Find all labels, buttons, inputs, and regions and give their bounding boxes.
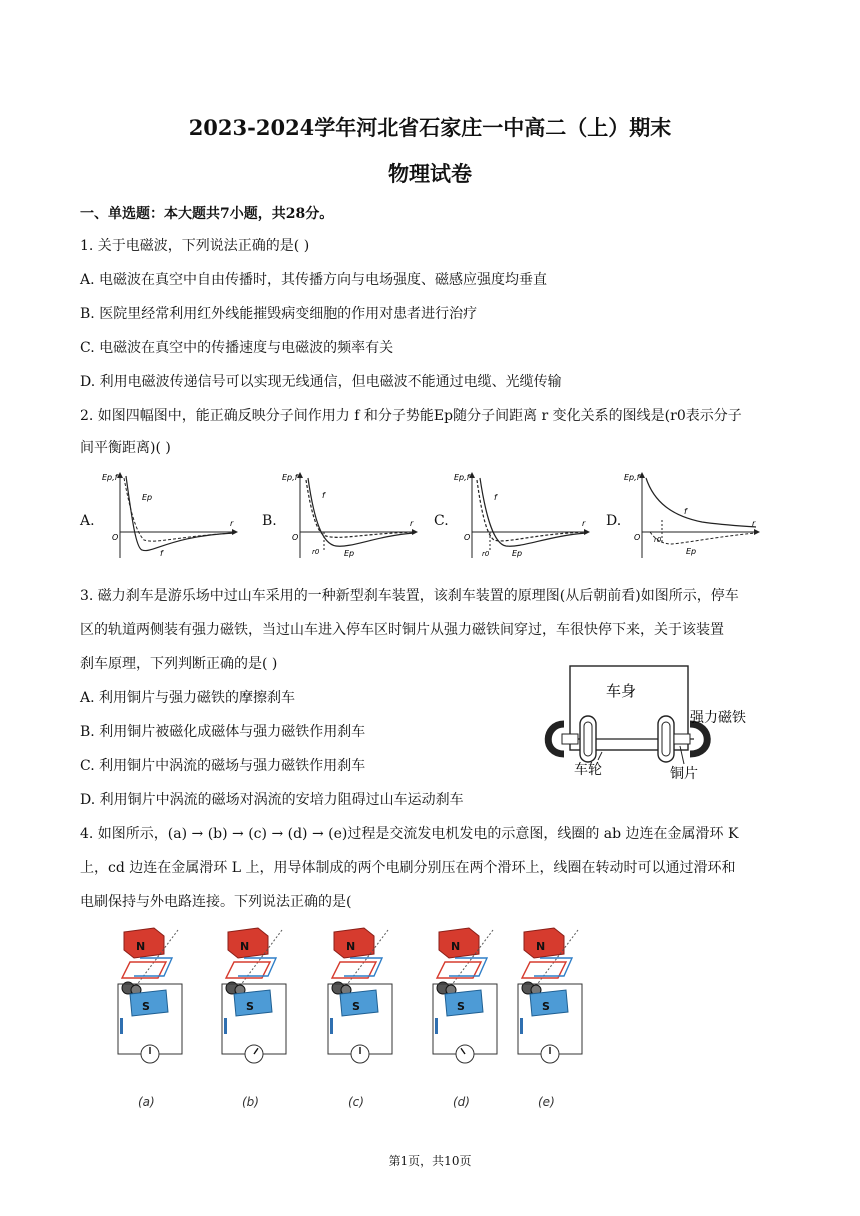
graph-b-ep: Ep (344, 549, 355, 558)
q4-stem-2: 上，cd 边连在金属滑环 L 上，用导体制成的两个电刷分别压在两个滑环上，线圈在转动时可以通过滑环和 (80, 860, 736, 876)
generator-panel-2 (214, 924, 294, 1110)
graph-c-ep: Ep (512, 549, 523, 558)
graph-b-axis-x: r (410, 519, 414, 528)
graph-a-f: f (160, 549, 163, 558)
q2-option-c-label: C. (434, 513, 449, 529)
pole-s-label: S (352, 1000, 360, 1013)
graph-d-f: f (684, 507, 687, 516)
pole-s-label: S (457, 1000, 465, 1013)
page-footer: 第1页，共10页 (388, 1154, 472, 1168)
q2-graph-d (622, 470, 762, 562)
panel-caption: (d) (453, 1095, 470, 1109)
q1-option-d: D. 利用电磁波传递信号可以实现无线通信，但电磁波不能通过电缆、光缆传输 (80, 374, 562, 390)
generator-panel-4 (425, 924, 505, 1110)
graph-a-axis-x: r (230, 519, 234, 528)
graph-d-ep: Ep (686, 547, 697, 556)
paper-subtitle: 物理试卷 (388, 161, 472, 186)
pole-s-label: S (246, 1000, 254, 1013)
graph-c-f: f (494, 493, 497, 502)
q1-option-b: B. 医院里经常利用红外线能摧毁病变细胞的作用对患者进行治疗 (80, 306, 478, 322)
fig-car-body-label: 车身 (606, 682, 637, 700)
q3-option-c: C. 利用铜片中涡流的磁场与强力磁铁作用刹车 (80, 758, 366, 774)
q2-graph-b (280, 470, 420, 562)
graph-d-origin: O (634, 533, 641, 542)
q1-stem: 1. 关于电磁波，下列说法正确的是( ) (80, 238, 310, 254)
pole-s-label: S (142, 1000, 150, 1013)
graph-c-r0: r0 (482, 550, 490, 558)
q3-stem-3: 刹车原理，下列判断正确的是( ) (80, 656, 278, 672)
graph-b-f: f (322, 491, 325, 500)
fig-copper-label: 铜片 (670, 766, 698, 782)
graph-d-r0: r0 (654, 536, 662, 544)
graph-c-origin: O (464, 533, 471, 542)
fig-wheel-label: 车轮 (574, 762, 602, 778)
graph-d-axis-x: r (752, 519, 756, 528)
q1-option-c: C. 电磁波在真空中的传播速度与电磁波的频率有关 (80, 340, 394, 356)
generator-panel-1 (110, 924, 190, 1110)
graph-a-ep: Ep (142, 493, 153, 502)
section-heading: 一、单选题：本大题共7小题，共28分。 (80, 206, 334, 222)
panel-caption: (b) (242, 1095, 259, 1109)
paper-title: 2023-2024学年河北省石家庄一中高二（上）期末 (188, 115, 672, 140)
pole-s-label: S (542, 1000, 550, 1013)
pole-n-label: N (240, 940, 250, 953)
q3-option-d: D. 利用铜片中涡流的磁场对涡流的安培力阻碍过山车运动刹车 (80, 792, 464, 808)
q4-stem-3: 电刷保持与外电路连接。下列说法正确的是( (80, 894, 352, 910)
q2-option-d-label: D. (606, 513, 622, 529)
panel-caption: (e) (538, 1095, 555, 1109)
q3-option-a: A. 利用铜片与强力磁铁的摩擦刹车 (80, 690, 296, 706)
fig-magnet-label: 强力磁铁 (690, 710, 746, 726)
q2-option-b-label: B. (262, 513, 277, 529)
graph-d-axis-y: Ep,f (624, 473, 640, 482)
panel-caption: (c) (348, 1095, 364, 1109)
q2-stem-1: 2. 如图四幅图中，能正确反映分子间作用力 f 和分子势能Ep随分子间距离 r 变化关系的图线是(r0表示分子 (80, 408, 742, 424)
panel-caption: (a) (138, 1095, 155, 1109)
q3-brake-diagram (534, 662, 784, 786)
graph-c-axis-x: r (582, 519, 586, 528)
pole-n-label: N (346, 940, 356, 953)
graph-c-axis-y: Ep,f (454, 473, 470, 482)
q2-option-a-label: A. (80, 513, 95, 529)
graph-a-axis-y: Ep,f (102, 473, 118, 482)
q3-option-b: B. 利用铜片被磁化成磁体与强力磁铁作用刹车 (80, 724, 366, 740)
pole-n-label: N (536, 940, 546, 953)
q2-graph-a (100, 470, 240, 562)
graph-b-r0: r0 (312, 548, 320, 556)
generator-panel-3 (320, 924, 400, 1110)
pole-n-label: N (136, 940, 146, 953)
q3-stem-1: 3. 磁力刹车是游乐场中过山车采用的一种新型刹车装置，该刹车装置的原理图(从后朝前看)如图所示，停车 (80, 588, 739, 604)
q3-stem-2: 区的轨道两侧装有强力磁铁，当过山车进入停车区时铜片从强力磁铁间穿过，车很快停下来，关于该装置 (80, 622, 724, 638)
q2-stem-2: 间平衡距离)( ) (80, 440, 171, 456)
generator-panel-5 (510, 924, 590, 1110)
q2-graph-c (452, 470, 592, 562)
graph-a-origin: O (112, 533, 119, 542)
graph-b-origin: O (292, 533, 299, 542)
q4-stem-1: 4. 如图所示，(a) → (b) → (c) → (d) → (e)过程是交流发电机发电的示意图，线圈的 ab 边连在金属滑环 K (80, 826, 739, 842)
q1-option-a: A. 电磁波在真空中自由传播时，其传播方向与电场强度、磁感应强度均垂直 (80, 272, 548, 288)
pole-n-label: N (451, 940, 461, 953)
graph-b-axis-y: Ep,f (282, 473, 298, 482)
